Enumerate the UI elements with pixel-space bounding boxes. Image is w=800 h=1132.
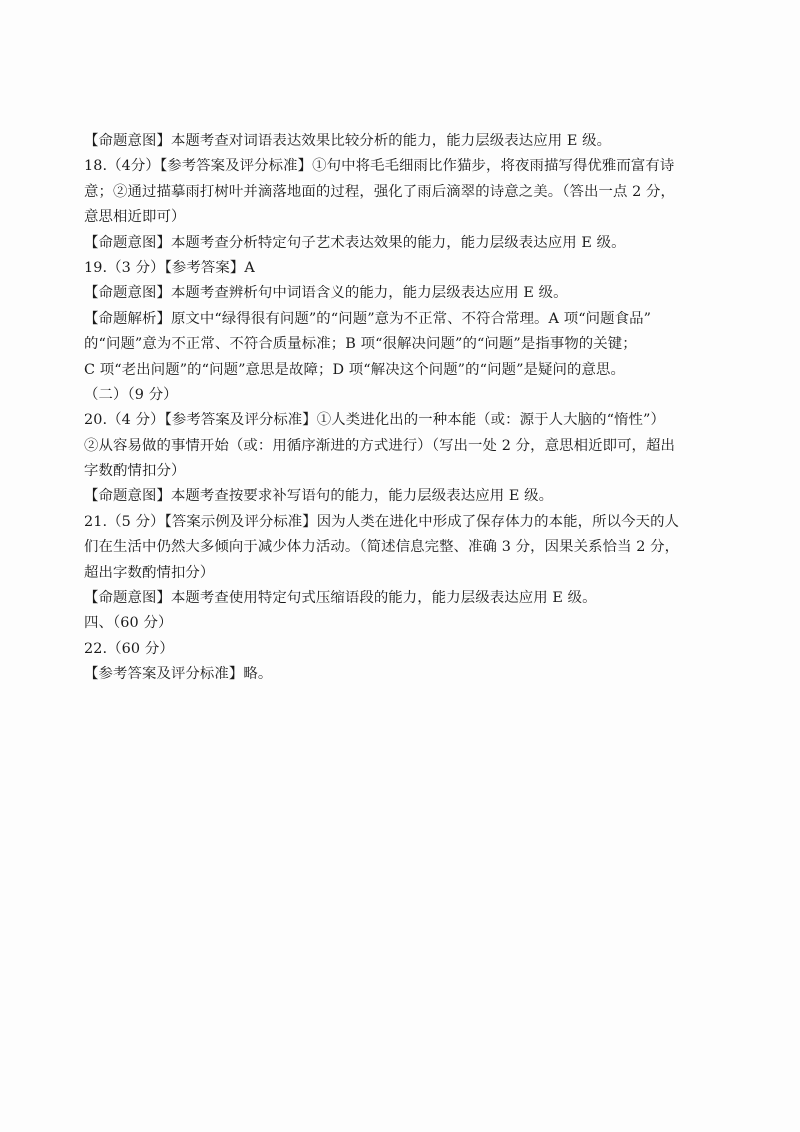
text-line-answer-20-cont: ②从容易做的事情开始（或：用循序渐进的方式进行）（写出一处 2 分，意思相近即可，超出 [84, 437, 676, 454]
text-line-intent-19: 【命题意图】本题考查辨析句中词语含义的能力，能力层级表达应用 E 级。 [84, 285, 568, 302]
text-line-answer-18-cont: 意；②通过描摹雨打树叶并滴落地面的过程，强化了雨后滴翠的诗意之美。（答出一点 2 分， [84, 183, 676, 200]
text-line-answer-21-note: 超出字数酌情扣分） [84, 564, 215, 581]
text-line-intent-20: 【命题意图】本题考查按要求补写语句的能力，能力层级表达应用 E 级。 [84, 488, 554, 505]
text-line-answer-21-cont: 们在生活中仍然大多倾向于减少体力活动。（简述信息完整、准确 3 分，因果关系恰当 2 分， [84, 539, 680, 556]
text-line-analysis-19-cont: 的“问题”意为不正常、不符合质量标准；B 项“很解决问题”的“问题”是指事物的关键； [84, 336, 637, 353]
text-line-answer-21: 21.（5 分）【答案示例及评分标准】因为人类在进化中形成了保存体力的本能，所以今天的人 [84, 513, 680, 530]
text-line-question-22: 22.（60 分） [84, 640, 174, 657]
text-line-intent-18: 【命题意图】本题考查分析特定句子艺术表达效果的能力，能力层级表达应用 E 级。 [84, 234, 626, 251]
text-line-analysis-19-end: C 项“老出问题”的“问题”意思是故障；D 项“解决这个问题”的“问题”是疑问的意思。 [84, 361, 625, 378]
text-line-answer-18: 18.（4分）【参考答案及评分标准】①句中将毛毛细雨比作猫步，将夜雨描写得优雅而富有诗 [84, 158, 675, 175]
document-body [84, 129, 720, 688]
text-line-answer-22: 【参考答案及评分标准】略。 [84, 666, 273, 683]
text-line-answer-18-note: 意思相近即可） [84, 209, 186, 226]
text-line-intent-17: 【命题意图】本题考查对词语表达效果比较分析的能力，能力层级表达应用 E 级。 [84, 133, 612, 149]
section-heading-2: （二）（9 分） [84, 386, 178, 403]
text-line-answer-20: 20.（4 分）【参考答案及评分标准】①人类进化出的一种本能（或：源于人大脑的“惰性”） [84, 412, 665, 429]
section-heading-4: 四、（60 分） [84, 615, 173, 632]
text-line-answer-19: 19.（3 分）【参考答案】A [84, 259, 255, 276]
text-line-intent-21: 【命题意图】本题考查使用特定句式压缩语段的能力，能力层级表达应用 E 级。 [84, 590, 597, 607]
text-line-analysis-19: 【命题解析】原文中“绿得很有问题”的“问题”意为不正常、不符合常理。A 项“问题食品” [84, 310, 652, 327]
text-line-answer-20-note: 字数酌情扣分） [84, 463, 186, 480]
